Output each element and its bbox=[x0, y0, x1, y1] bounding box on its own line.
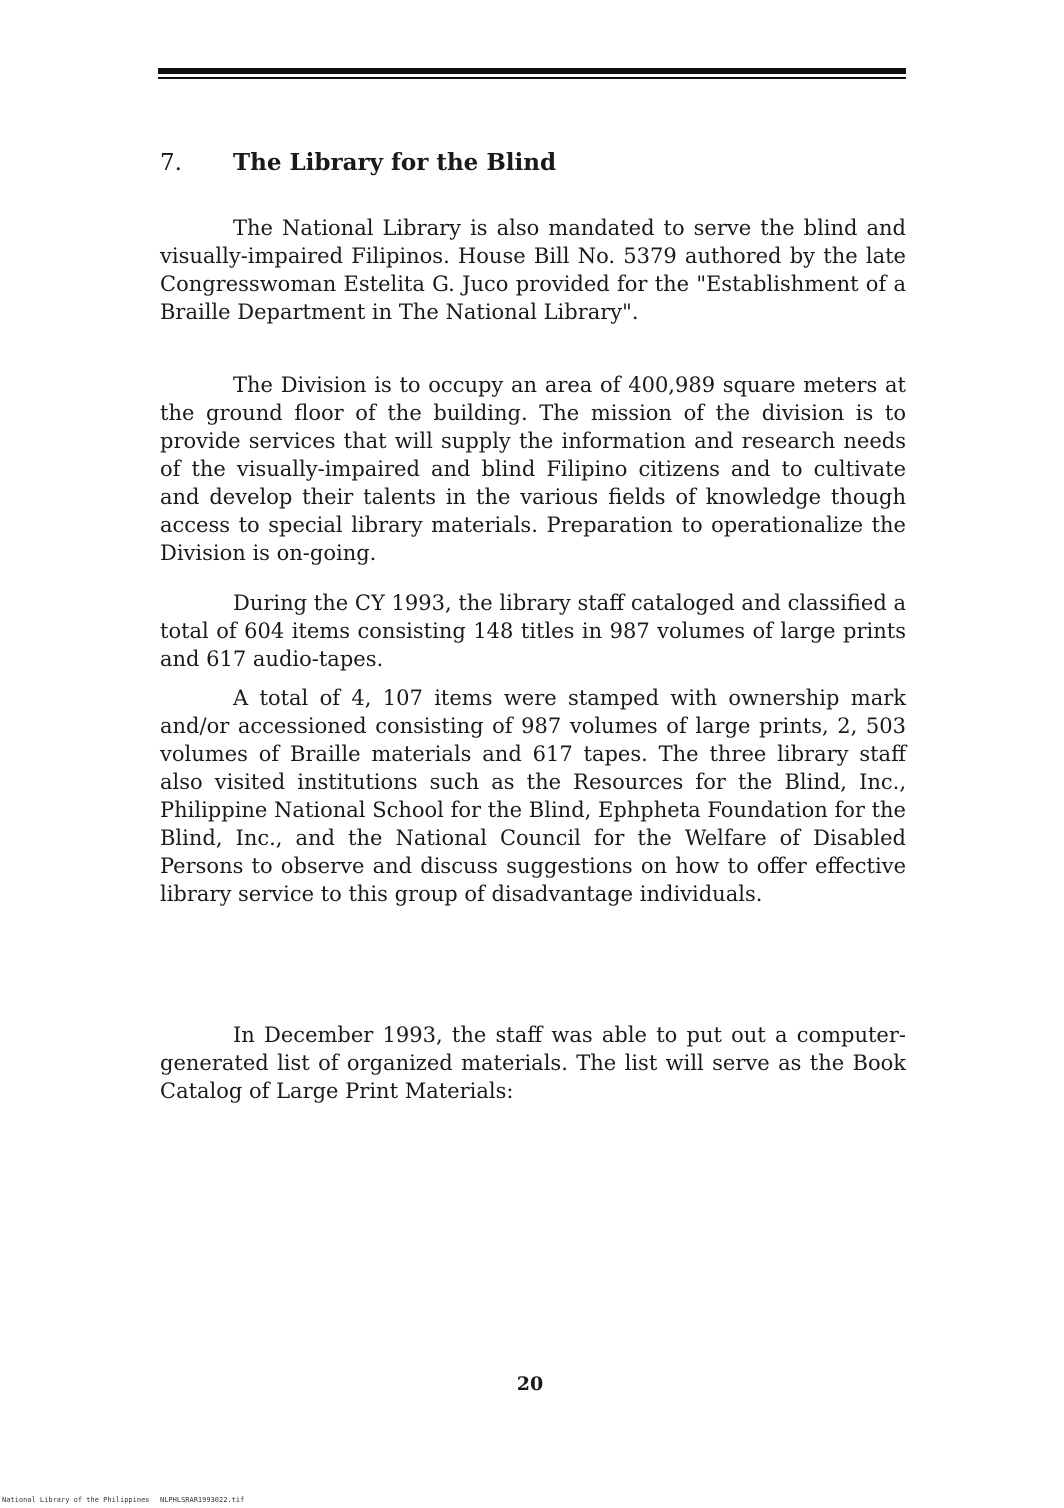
paragraph-mandate: The National Library is also mandated to serve the blind and visually-impaired Filipinos. House Bill No. 5379 authored by the late Congresswoman Estelita G. Juco provided for the "Establishment of a Braille Department in The National Library". bbox=[160, 216, 906, 324]
section-number: 7. bbox=[160, 150, 182, 176]
section-heading bbox=[160, 148, 900, 178]
header-rule-thick bbox=[158, 68, 906, 74]
page-number: 20 bbox=[516, 1373, 544, 1395]
header-rule-thin bbox=[158, 77, 906, 79]
section-title: The Library for the Blind bbox=[233, 149, 557, 176]
footer-file-label: NLPHLSRAR1993022.tif bbox=[160, 1496, 245, 1504]
footer-source-label: National Library of the Philippines bbox=[2, 1496, 150, 1504]
paragraph-cataloging: During the CY 1993, the library staff cataloged and classified a total of 604 items consisting 148 titles in 987 volumes of large prints and 617 audio-tapes. bbox=[160, 591, 906, 671]
paragraph-accessioning-visits: A total of 4, 107 items were stamped with ownership mark and/or accessioned consisting of 987 volumes of large prints, 2, 503 volumes of Braille materials and 617 tapes. The three library staff also visited institutions such as the Resources for the Blind, Inc., Philippine National School for the Blind, Ephpheta Foundation for the Blind, Inc., and the National Council for the Welfare of Disabled Persons to observe and discuss suggestions on how to offer effective library service to this group of disadvantage individuals. bbox=[160, 686, 906, 906]
paragraph-division-mission: The Division is to occupy an area of 400,989 square meters at the ground floor of the building. The mission of the division is to provide services that will supply the information and research needs of the visually-impaired and blind Filipino citizens and to cultivate and develop their talents in the various fields of knowledge though access to special library materials. Preparation to operationalize the Division is on-going. bbox=[160, 373, 906, 565]
paragraph-book-catalog: In December 1993, the staff was able to put out a computer-generated list of organized materials. The list will serve as the Book Catalog of Large Print Materials: bbox=[160, 1023, 906, 1103]
